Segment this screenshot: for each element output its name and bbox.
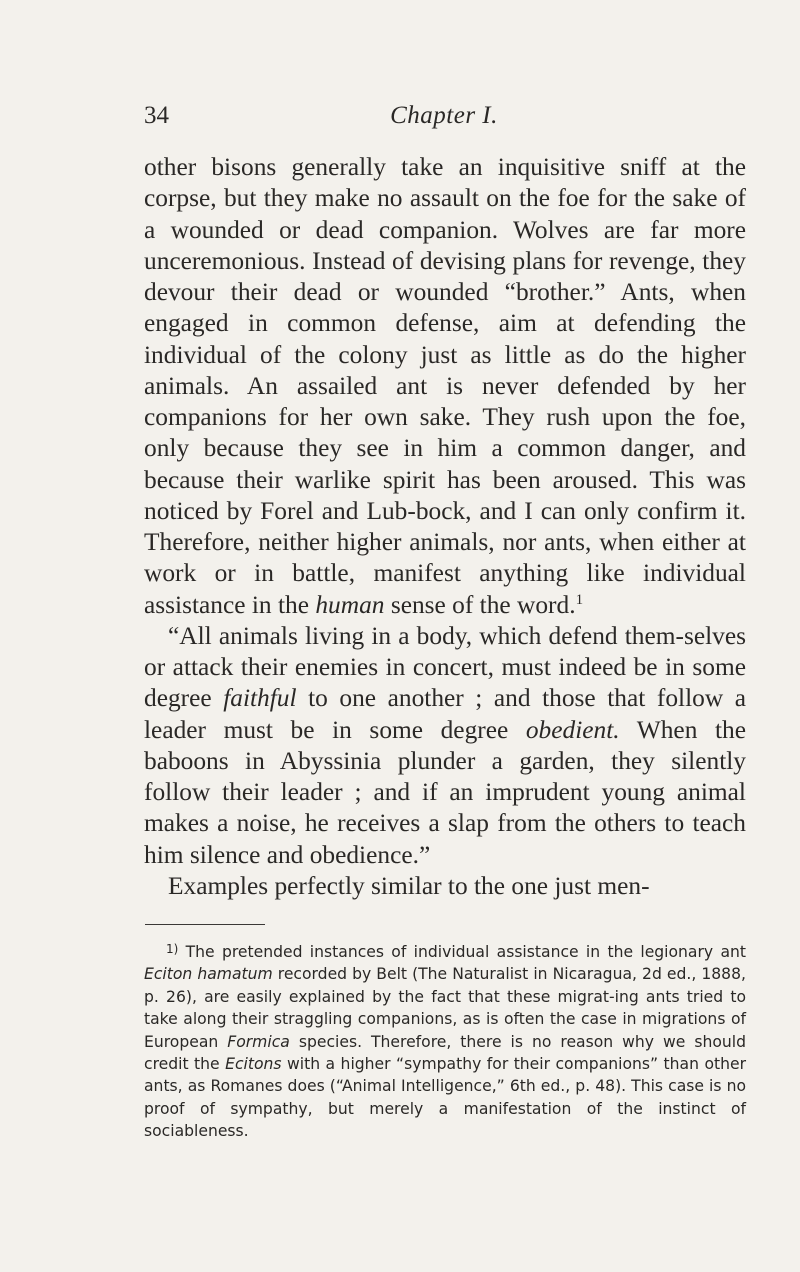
footnote-emphasis-eciton: Eciton hamatum <box>144 965 273 984</box>
footnote-mark: 1) <box>166 942 179 956</box>
footnote-emphasis-ecitons: Ecitons <box>225 1055 282 1074</box>
emphasis-obedient: obedient. <box>525 715 620 744</box>
footnote-reference[interactable]: 1 <box>575 591 584 608</box>
footnote-divider <box>145 924 265 925</box>
page-number: 34 <box>144 102 169 129</box>
body-text <box>144 152 746 902</box>
paragraph-1: other bisons generally take an inquisitive sniff at the corpse, but they make no assault on the foe for the sake of a wounded or dead companion. Wolves are far more unceremonious. Instead of devising plans for revenge, they devour their dead or wounded “brother.” Ants, when engaged in common defense, aim at defending the individual of the colony just as little as do the higher animals. An assailed ant is never defended by her companions for her own sake. They rush upon the foe, only because they see in him a common danger, and because their warlike spirit has been aroused. This was noticed by Forel and Lub-bock, and I can only confirm it. Therefore, neither higher animals, nor ants, when either at work or in battle, manifest anything like individual assistance in the human sense of the word.$^1$ <box>144 153 746 619</box>
emphasis-faithful: faithful <box>223 684 297 713</box>
footnote-emphasis-formica: Formica <box>227 1032 290 1051</box>
emphasis-human: human <box>315 590 385 619</box>
chapter-title: Chapter I. <box>390 102 498 129</box>
footnote: $^{1)}$ The pretended instances of individual assistance in the legionary ant Eciton hamatum recorded by Belt (The Naturalist in Nicaragua, 2d ed., 1888, p. 26), are easily explained by the fact that these migrat-ing ants tried to take along their straggling companions, as is often the case in migrations of European Formica species. Therefore, there is no reason why we should credit the Ecitons with a higher “sympathy for their companions” than other ants, as Romanes does (“Animal Intelligence,” 6th ed., p. 48). This case is no proof of sympathy, but merely a manifestation of the instinct of sociableness. <box>144 942 746 1141</box>
running-header <box>144 102 744 136</box>
paragraph-3: Examples perfectly similar to the one just men- <box>168 871 650 900</box>
paragraph-2-quotation: “All animals living in a body, which defend them-selves or attack their enemies in concert, must indeed be in some degree faithful to one another ; and those that follow a leader must be in some degree obedient. When the baboons in Abyssinia plunder a garden, they silently follow their leader ; and if an imprudent young animal makes a noise, he receives a slap from the others to teach him silence and obedience.” <box>144 621 746 869</box>
